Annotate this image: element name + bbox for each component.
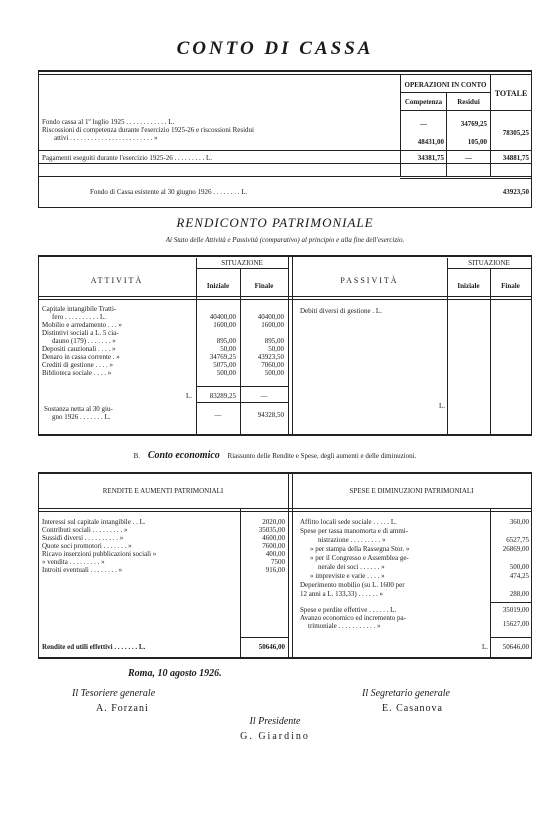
attivita-row-fin: 40400,00 <box>257 313 284 321</box>
rendite-row-val: 916,00 <box>265 566 285 574</box>
attivita-row-label: Capitale intangibile Tratti- <box>42 305 117 313</box>
avanzo-val: 15627,00 <box>502 620 529 628</box>
attivita-row-label: Crediti di gestione . . . . » <box>42 361 113 369</box>
attivita-row-fin: 895,00 <box>264 337 284 345</box>
row-fondo-finale: Fondo di Cassa esistente al 30 giugno 1926 . . . . . . . . L. <box>90 188 248 196</box>
spese-header: SPESE E DIMINUZIONI PATRIMONIALI <box>349 487 474 495</box>
row-fondo-cassa-iniziale: Fondo cassa al 1º luglio 1925 . . . . . . . . . . . . L. <box>42 118 175 126</box>
attivita-row-ini: 34769,25 <box>209 353 236 361</box>
header-competenza: Competenza <box>404 98 443 106</box>
attivita-situazione: SITUAZIONE <box>221 259 263 267</box>
rendite-row-val: 7600,00 <box>262 542 285 550</box>
rendite-row-val: 4600,00 <box>262 534 285 542</box>
attivita-row-ini: 50,00 <box>220 345 236 353</box>
passivita-debiti: Debiti diversi di gestione . L. <box>300 307 382 315</box>
attivita-header: ATTIVITÀ <box>90 276 144 285</box>
rendite-row-label: » vendita . . . . . . . . . » <box>42 558 105 566</box>
spese-row-label: » per il Congresso e Assemblea ge- <box>310 554 409 562</box>
attivita-row-fin: 1600,00 <box>261 321 284 329</box>
attivita-row-label: Biblioteca sociale . . . . » <box>42 369 112 377</box>
spese-row-val: 6527,75 <box>506 536 529 544</box>
spese-row-val: 360,00 <box>509 518 529 526</box>
attivita-total-fin: — <box>260 392 268 400</box>
conto-economico-prefix: B. <box>133 452 141 460</box>
rendiconto-subtitle: Ai Stato delle Attività e Passività (comparativo) al principio e alla fine dell'esercizio. <box>165 236 405 244</box>
rendite-total-label: Rendite ed utili effettivi . . . . . . . L. <box>42 643 146 651</box>
conto-economico-heading <box>0 452 550 460</box>
spese-perdite-label: Spese e perdite effettive . . . . . . L. <box>300 606 397 614</box>
spese-row-label: » per stampa della Rassegna Stor. » <box>310 545 410 553</box>
row1-residui: 34769,25 <box>460 120 487 128</box>
rendite-total-val: 50646,00 <box>258 643 285 651</box>
tesoriere-title: Il Tesoriere generale <box>72 688 156 699</box>
header-residui: Residui <box>457 98 480 106</box>
attivita-total-ini: 83289,25 <box>209 392 236 400</box>
attivita-row-label: Denaro in cassa corrente . » <box>42 353 120 361</box>
row-pagamenti: Pagamenti eseguiti durante l'esercizio 1925-26 . . . . . . . . . L. <box>42 154 212 162</box>
spese-row-label: 12 anni a L. 133,33) . . . . . . » <box>300 590 384 598</box>
page-title: CONTO DI CASSA <box>176 38 374 59</box>
attivita-finale: Finale <box>254 282 274 290</box>
attivita-row-fin: 50,00 <box>268 345 284 353</box>
rendite-row-val: 35035,00 <box>258 526 285 534</box>
presidente-title: Il Presidente <box>249 716 301 727</box>
rendite-row-label: Interessi sul capitale intangibile . . L. <box>42 518 146 526</box>
spese-row-val: 500,00 <box>509 563 529 571</box>
rendite-row-label: Sussidi diversi . . . . . . . . . . » <box>42 534 124 542</box>
attivita-iniziale: Iniziale <box>206 282 230 290</box>
passivita-iniziale: Iniziale <box>457 282 480 290</box>
segretario-title: Il Segretario generale <box>362 688 450 699</box>
attivita-row-fin: 43923,50 <box>257 353 284 361</box>
attivita-row-ini: 1600,00 <box>213 321 236 329</box>
rendite-row-val: 7500 <box>271 558 285 566</box>
attivita-row-ini: 5075,00 <box>213 361 236 369</box>
header-totale: TOTALE <box>494 89 528 98</box>
row2-residui: 105,00 <box>467 138 487 146</box>
sostanza-ini: — <box>214 411 222 419</box>
fondo-totale: 43923,50 <box>502 188 529 196</box>
segretario-name: E. Casanova <box>382 703 443 714</box>
attivita-total-label: L. <box>185 392 192 400</box>
sostanza-label-cont: gno 1926 . . . . . . . L. <box>52 413 111 421</box>
passivita-finale: Finale <box>501 282 520 290</box>
spese-row-val: 26869,00 <box>502 545 529 553</box>
sostanza-label: Sostanza netta al 30 giu- <box>44 405 113 413</box>
attivita-row-fin: 7060,00 <box>261 361 284 369</box>
row3-residui: — <box>465 154 472 162</box>
row12-totale: 78305,25 <box>502 129 529 137</box>
rendite-header: RENDITE E AUMENTI PATRIMONIALI <box>102 487 224 495</box>
passivita-header: PASSIVITÀ <box>340 276 399 285</box>
passivita-situazione: SITUAZIONE <box>468 259 510 267</box>
conto-economico-title: Conto economico <box>147 450 220 461</box>
passivita-total-label: L. <box>438 402 445 410</box>
attivita-row-ini: 895,00 <box>216 337 236 345</box>
attivita-row-label: Depositi cauzionali . . . . » <box>42 345 116 353</box>
spese-row-label: Affitto locali sede sociale . . . . . L. <box>300 518 397 526</box>
attivita-row-label: fero . . . . . . . . . . L. <box>52 313 107 321</box>
sostanza-fin: 94328,50 <box>257 411 284 419</box>
rendite-row-val: 2020,00 <box>262 518 285 526</box>
row-riscossioni: Riscossioni di competenza durante l'esercizio 1925-26 e riscossioni Residui <box>42 126 254 134</box>
presidente-name: G. Giardino <box>240 731 310 742</box>
conto-economico-subtitle: Riassunto delle Rendite e Spese, degli aumenti e delle diminuzioni. <box>227 452 417 460</box>
row3-competenza: 34381,75 <box>417 154 444 162</box>
rendiconto-title: RENDICONTO PATRIMONIALE <box>176 215 374 230</box>
spese-row-label: nistrazione . . . . . . . . . » <box>318 536 386 544</box>
attivita-row-label: Distintivi sociali a L. 5 cia- <box>42 329 119 337</box>
spese-row-label: nerale dei soci . . . . . . » <box>318 563 385 571</box>
row3-totale: 34881,75 <box>502 154 529 162</box>
spese-row-label: Spese per tassa manomorta e di ammi- <box>300 527 409 535</box>
rendite-row-label: Contributi sociali . . . . . . . . . » <box>42 526 128 534</box>
row-riscossioni-cont: attivi . . . . . . . . . . . . . . . . . . . . . . . . » <box>54 134 158 142</box>
avanzo-label: Avanzo economico ed incremento pa- <box>300 614 406 622</box>
rendite-row-label: Ricavo inserzioni pubblicazioni sociali » <box>42 550 157 558</box>
spese-row-label: » impreviste e varie . . . . » <box>310 572 385 580</box>
rendite-row-val: 400,00 <box>265 550 285 558</box>
attivita-row-ini: 500,00 <box>216 369 236 377</box>
spese-total-val: 50646,00 <box>502 643 529 651</box>
spese-total-label: L. <box>481 643 488 651</box>
rendite-row-label: Introiti eventuali . . . . . . . . » <box>42 566 123 574</box>
spese-perdite-val: 35019,00 <box>502 606 529 614</box>
attivita-row-label: dauno (179) . . . . . . . » <box>52 337 116 345</box>
row1-competenza: — <box>420 120 427 128</box>
attivita-row-label: Mobilio e arredamento . . . » <box>42 321 122 329</box>
spese-row-label: Deperimento mobilio (su L. 1600 per <box>300 581 405 589</box>
rendite-row-label: Quote soci promotori . . . . . . . » <box>42 542 132 550</box>
spese-row-val: 288,00 <box>509 590 529 598</box>
attivita-row-fin: 500,00 <box>264 369 284 377</box>
tesoriere-name: A. Forzani <box>96 703 149 714</box>
avanzo-label-cont: trimoniale . . . . . . . . . . . » <box>308 622 381 630</box>
row2-competenza: 48431,00 <box>417 138 444 146</box>
header-operazioni: OPERAZIONI IN CONTO <box>404 81 487 89</box>
place-date: Roma, 10 agosto 1926. <box>128 668 222 679</box>
spese-row-val: 474,25 <box>509 572 529 580</box>
attivita-row-ini: 40400,00 <box>209 313 236 321</box>
